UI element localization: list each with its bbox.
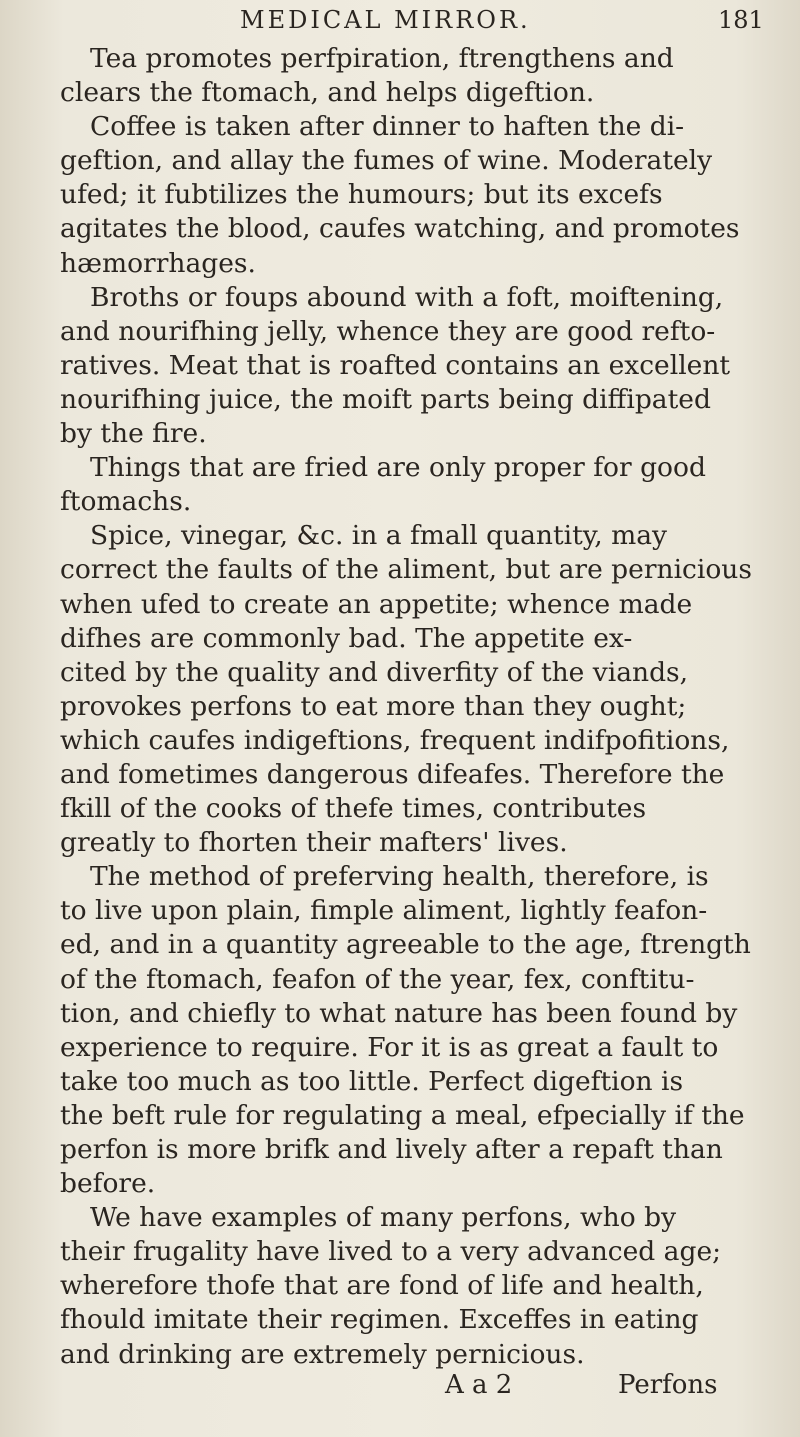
text-line: ufed; it fubtilizes the humours; but its excefs <box>60 179 663 211</box>
page-number: 181 <box>718 6 764 34</box>
text-line: The method of preferving health, therefore, is <box>90 861 709 893</box>
text-line: fhould imitate their regimen. Exceffes in eating <box>60 1304 699 1336</box>
text-line: Things that are fried are only proper for good <box>90 452 706 484</box>
text-line: cited by the quality and diverfity of the viands, <box>60 656 689 688</box>
text-line: difhes are commonly bad. The appetite ex- <box>60 622 633 654</box>
text-line: fkill of the cooks of thefe times, contributes <box>60 793 647 825</box>
text-line: experience to require. For it is as great a fault to <box>60 1031 719 1063</box>
text-line: tion, and chiefly to what nature has been found by <box>60 997 738 1029</box>
text-line: Coffee is taken after dinner to haften the di- <box>90 111 685 143</box>
text-line: to live upon plain, fimple aliment, lightly feafon- <box>60 895 708 927</box>
text-line: perfon is more brifk and lively after a repaft than <box>60 1134 723 1165</box>
text-line: the beft rule for regulating a meal, efpecially if the <box>60 1099 745 1131</box>
text-line: and fometimes dangerous difeafes. Therefore the <box>60 758 725 790</box>
text-line: ratives. Meat that is roafted contains an excellent <box>60 349 731 381</box>
text-line: We have examples of many perfons, who by <box>90 1202 677 1234</box>
catchword: Perfons <box>618 1370 718 1400</box>
text-line: provokes perfons to eat more than they ought; <box>60 690 687 722</box>
text-line: by the fire. <box>60 418 207 450</box>
text-line: which caufes indigeftions, frequent indifpofitions, <box>60 724 730 756</box>
text-line: Tea promotes perfpiration, ftrengthens and <box>90 43 674 74</box>
text-line: and drinking are extremely pernicious. <box>60 1338 585 1370</box>
running-title: MEDICAL MIRROR. <box>240 6 531 34</box>
text-line: take too much as too little. Perfect digeftion is <box>60 1065 684 1097</box>
text-line: greatly to fhorten their mafters' lives. <box>60 827 568 859</box>
text-line: wherefore thofe that are fond of life and health, <box>60 1270 704 1302</box>
text-line: ed, and in a quantity agreeable to the age, ftrength <box>60 929 751 961</box>
text-line: their frugality have lived to a very advanced age; <box>60 1236 722 1268</box>
page-footer <box>0 1370 800 1410</box>
text-line: hæmorrhages. <box>60 247 256 279</box>
text-line: ftomachs. <box>60 486 192 518</box>
text-line: geftion, and allay the fumes of wine. Moderately <box>60 145 713 177</box>
text-line: before. <box>60 1168 156 1200</box>
text-line: nourifhing juice, the moift parts being diffipated <box>60 383 711 415</box>
text-line: and nourifhing jelly, whence they are good refto- <box>60 315 716 347</box>
text-line: Broths or foups abound with a foft, moiftening, <box>90 281 724 313</box>
text-line: agitates the blood, caufes watching, and promotes <box>60 213 740 245</box>
text-line: when ufed to create an appetite; whence made <box>60 588 693 620</box>
text-line: of the ftomach, feafon of the year, fex, conftitu- <box>60 963 695 995</box>
page-header <box>0 4 800 40</box>
signature-mark: A a 2 <box>445 1370 513 1400</box>
text-line: Spice, vinegar, &c. in a fmall quantity, may <box>90 520 667 552</box>
text-line: correct the faults of the aliment, but are pernicious <box>60 554 752 586</box>
text-line: clears the ftomach, and helps digeftion. <box>60 77 595 109</box>
body-text <box>60 42 780 1372</box>
